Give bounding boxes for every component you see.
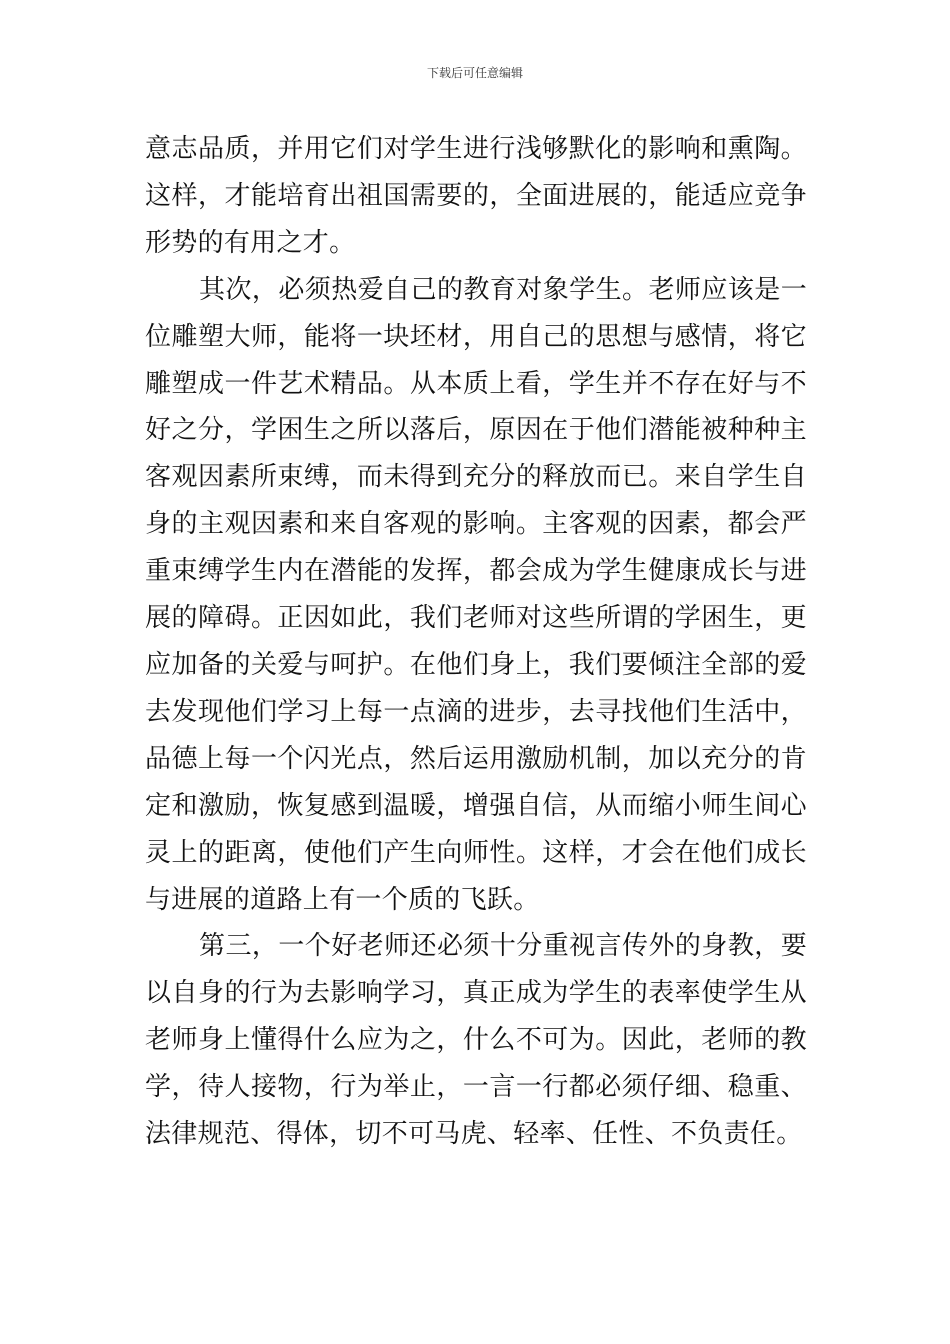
paragraph-continuation: 意志品质，并用它们对学生进行浅够默化的影响和熏陶。这样，才能培育出祖国需要的，全面进展的，能适应竞争形势的有用之才。: [145, 134, 807, 258]
document-body: [145, 126, 807, 1158]
paragraph-third-point: 第三，一个好老师还必须十分重视言传外的身教，要以自身的行为去影响学习，真正成为学生的表率使学生从老师身上懂得什么应为之，什么不可为。因此，老师的教学，待人接物，行为举止，一言一行都必须仔细、稳重、法律规范、得体，切不可马虎、轻率、任性、不负责任。: [145, 931, 807, 1150]
page-header-note: 下载后可任意编辑: [426, 66, 523, 80]
paragraph-second-point: 其次，必须热爱自己的教育对象学生。老师应该是一位雕塑大师，能将一块坯材，用自己的思想与感情，将它雕塑成一件艺术精品。从本质上看，学生并不存在好与不好之分，学困生之所以落后，原因在于他们潜能被种种主客观因素所束缚，而未得到充分的释放而已。来自学生自身的主观因素和来自客观的影响。主客观的因素，都会严重束缚学生内在潜能的发挥，都会成为学生健康成长与进展的障碍。正因如此，我们老师对这些所谓的学困生，更应加备的关爱与呵护。在他们身上，我们要倾注全部的爱去发现他们学习上每一点滴的进步，去寻找他们生活中，品德上每一个闪光点，然后运用激励机制，加以充分的肯定和激励，恢复感到温暖，增强自信，从而缩小师生间心灵上的距离，使他们产生向师性。这样，才会在他们成长与进展的道路上有一个质的飞跃。: [145, 274, 807, 915]
